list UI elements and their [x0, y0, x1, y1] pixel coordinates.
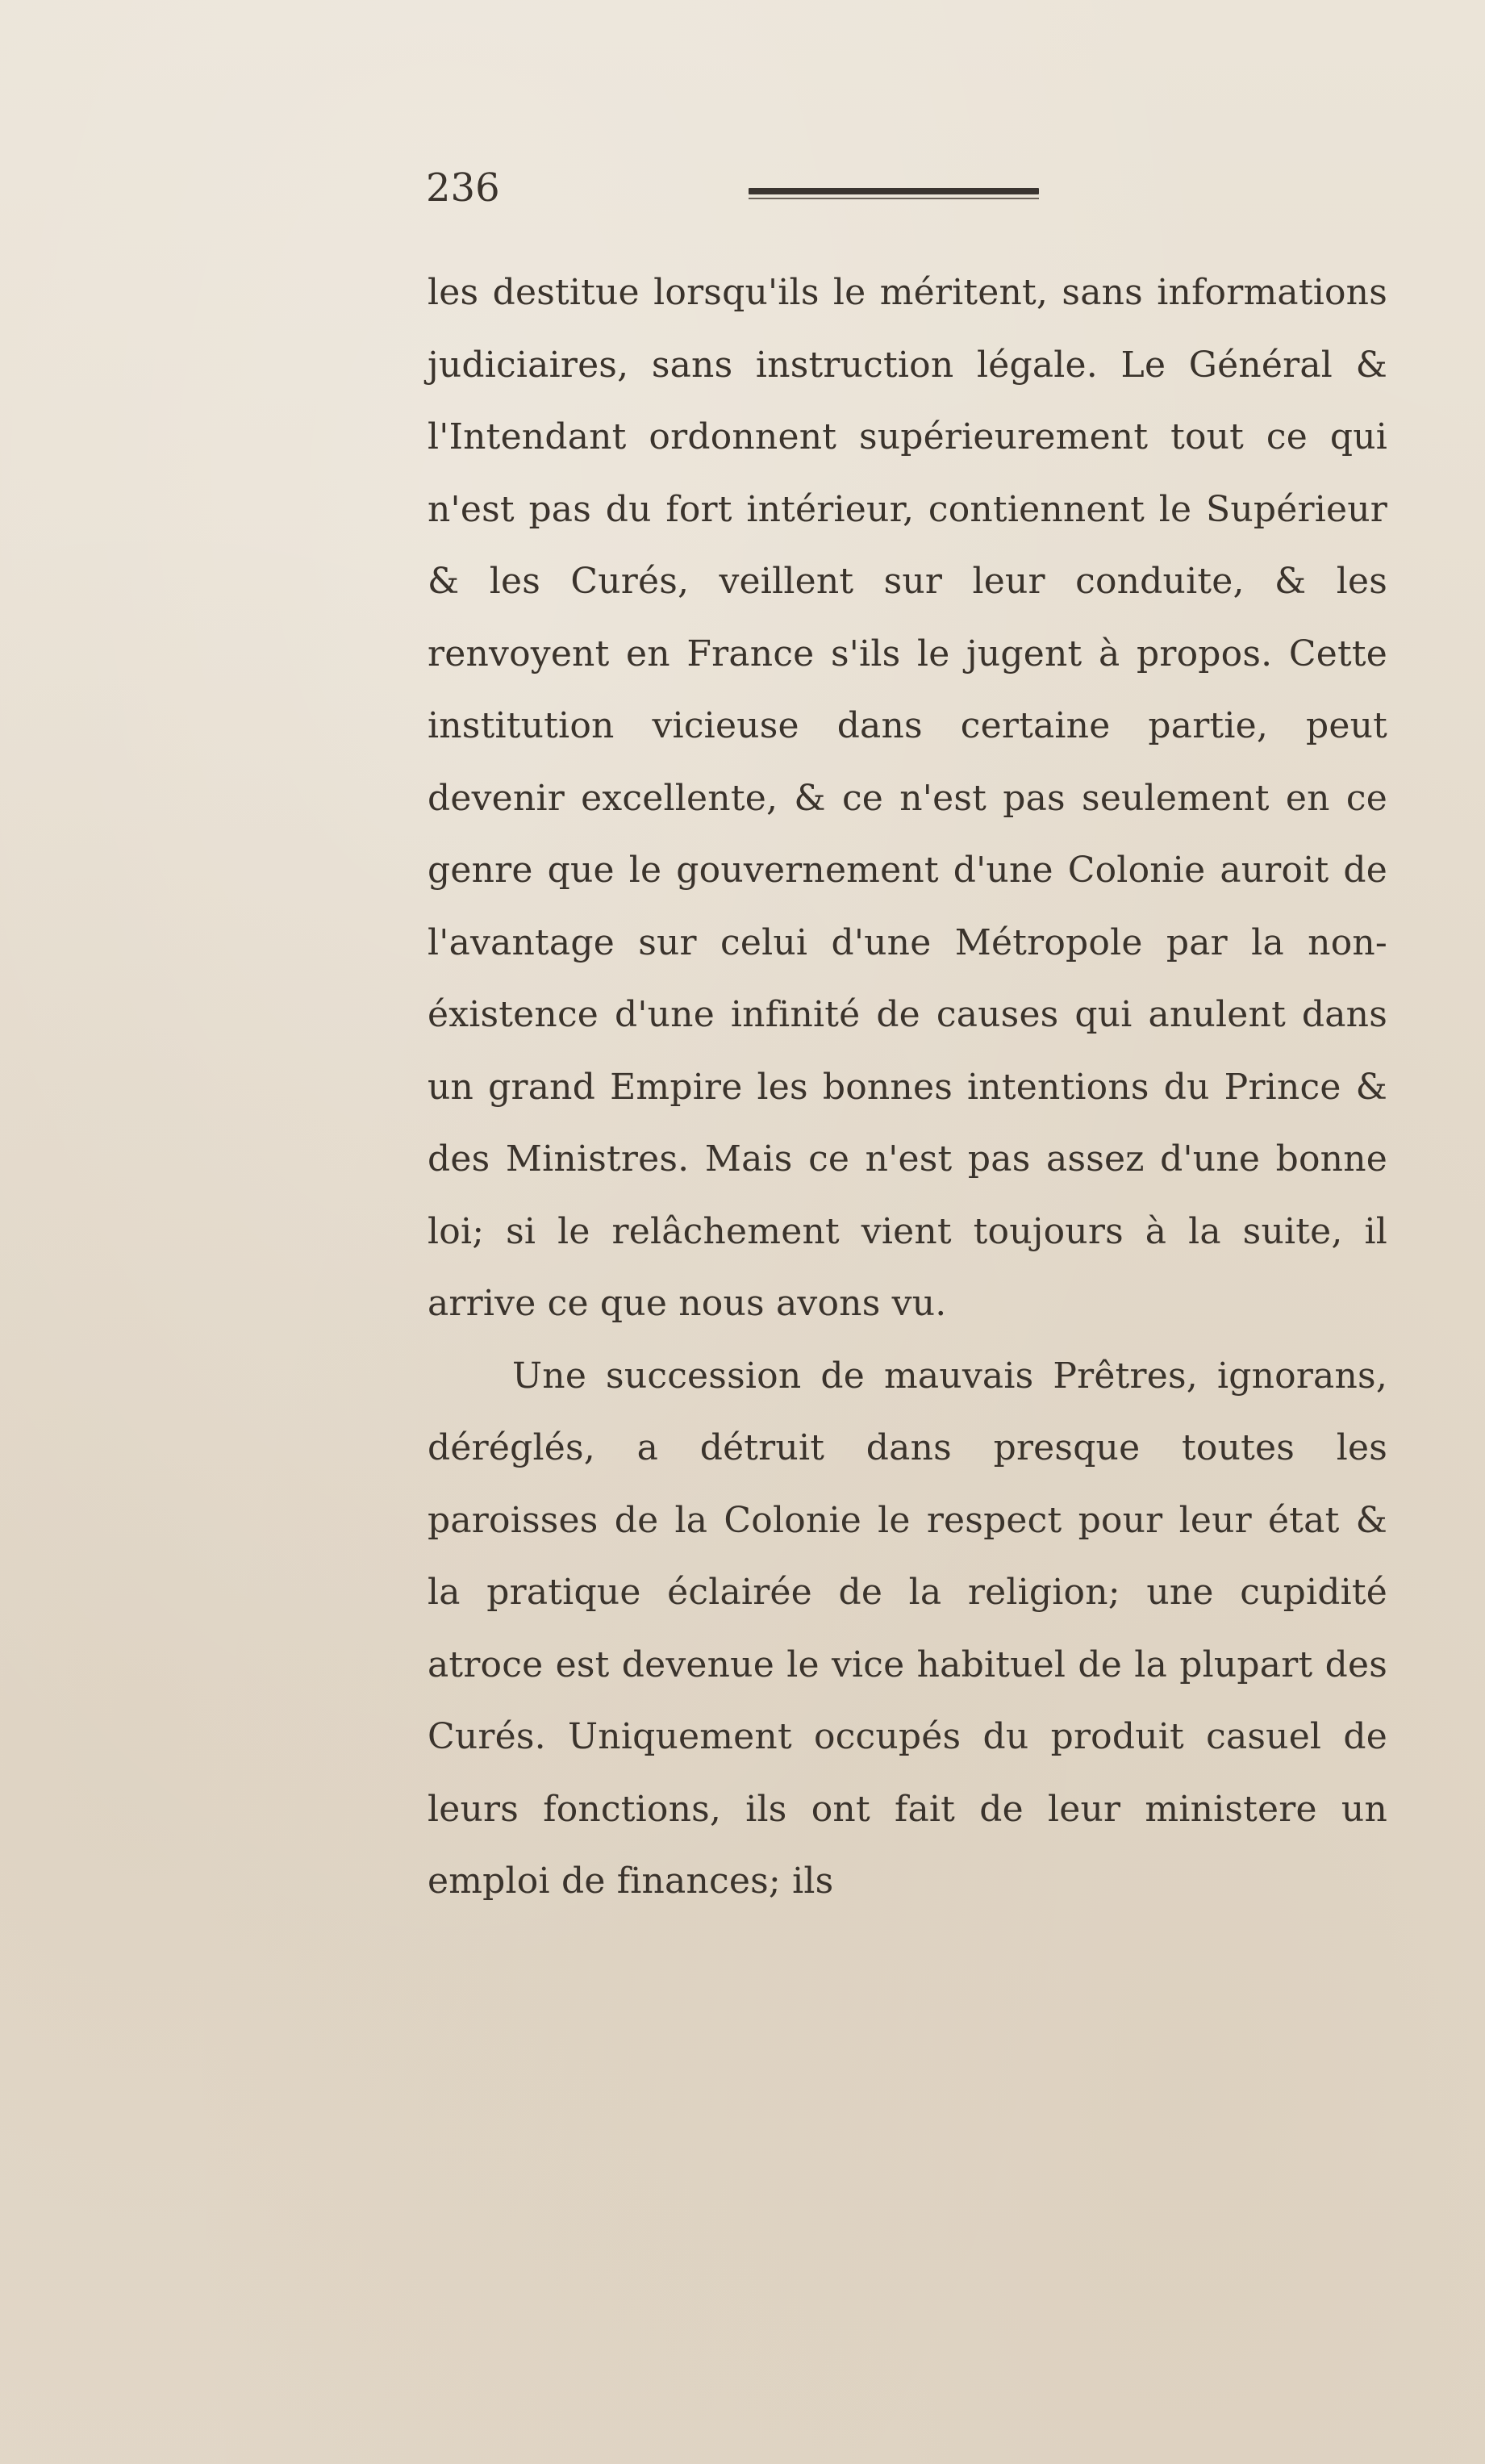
body-text: [428, 257, 1387, 1918]
page-number: 236: [426, 165, 500, 211]
paragraph-1: les destitue lorsqu'ils le méritent, sans informations judiciaires, sans instruction légale. Le Général & l'Intendant ordonnent supérieurement tout ce qui n'est pas du fort intérieur, contiennent le Supérieur & les Curés, veillent sur leur conduite, & les renvoyent en France s'ils le jugent à propos. Cette institution vicieuse dans certaine partie, peut devenir excellente, & ce n'est pas seulement en ce genre que le gouvernement d'une Colonie auroit de l'avantage sur celui d'une Métropole par la non-éxistence d'une infinité de causes qui anulent dans un grand Empire les bonnes intentions du Prince & des Ministres. Mais ce n'est pas assez d'une bonne loi; si le relâchement vient toujours à la suite, il arrive ce que nous avons vu.: [428, 272, 1387, 1324]
paragraph-2: Une succession de mauvais Prêtres, ignorans, déréglés, a détruit dans presque toutes les paroisses de la Colonie le respect pour leur état & la pratique éclairée de la religion; une cupidité atroce est devenue le vice habituel de la plupart des Curés. Uniquement occupés du produit casuel de leurs fonctions, ils ont fait de leur ministere un emploi de finances; ils: [428, 1355, 1387, 1902]
header-rule: [749, 188, 1039, 194]
page-header: [426, 165, 1039, 222]
